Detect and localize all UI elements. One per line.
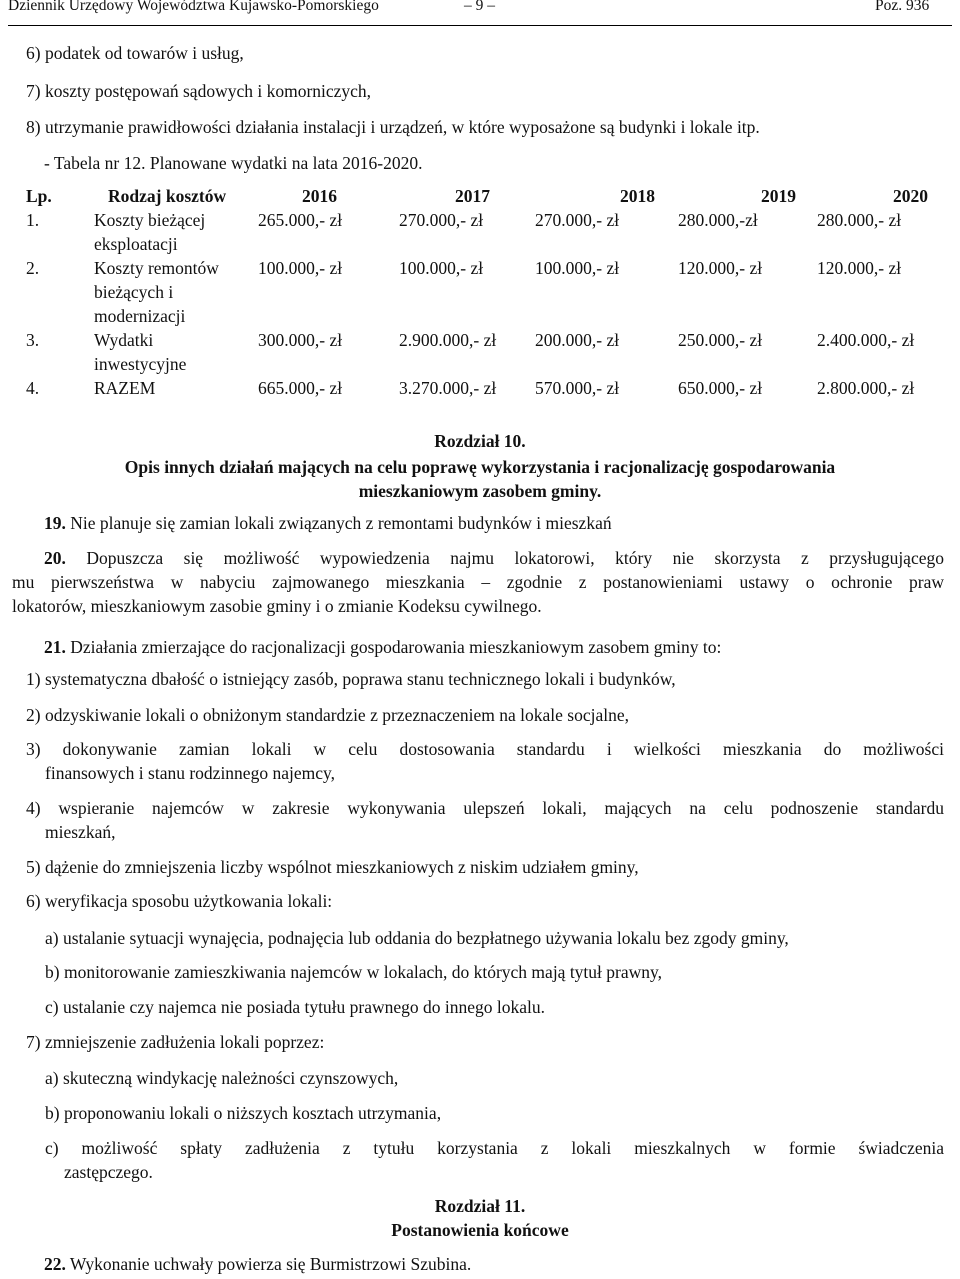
value-cell: 100.000,- zł xyxy=(258,258,343,278)
sub-list-item: b) proponowaniu lokali o niższych kosztach utrzymania, xyxy=(45,1103,442,1123)
chapter-title: Rozdział 10. xyxy=(434,431,526,451)
chapter-subtitle: Opis innych działań mających na celu poprawę wykorzystania i racjonalizację gospodarowania xyxy=(124,457,836,477)
header-cell: 2016 xyxy=(302,186,337,206)
lp-cell: 1. xyxy=(26,210,40,230)
value-cell: 100.000,- zł xyxy=(399,258,484,278)
paragraph-text: Nie planuje się zamian lokali związanych z remontami budynków i mieszkań xyxy=(65,513,612,533)
list-item: 2) odzyskiwanie lokali o obniżonym standardzie z przeznaczeniem na lokale socjalne, xyxy=(26,705,630,725)
sub-list-item: c) ustalanie czy najemca nie posiada tytułu prawnego do innego lokalu. xyxy=(45,997,546,1017)
value-cell: 2.400.000,- zł xyxy=(817,330,915,350)
sub-list-item: a) skuteczną windykację należności czynszowych, xyxy=(45,1068,399,1088)
value-cell: 3.270.000,- zł xyxy=(399,378,497,398)
header-cell: Rodzaj kosztów xyxy=(108,186,227,206)
lp-cell: 2. xyxy=(26,258,40,278)
value-cell: 650.000,- zł xyxy=(678,378,763,398)
paragraph-text: Wykonanie uchwały powierza się Burmistrzowi Szubina. xyxy=(65,1254,472,1274)
journal-title: Dziennik Urzędowy Województwa Kujawsko-Pomorskiego xyxy=(8,0,379,14)
paragraph-number: 21. xyxy=(44,637,66,657)
sub-list-item: b) monitorowanie zamieszkiwania najemców w lokalach, do których mają tytuł prawny, xyxy=(45,962,663,982)
list-item: 1) systematyczna dbałość o istniejący zasób, poprawa stanu technicznego lokali i budynków, xyxy=(26,669,676,689)
paragraph-20-line xyxy=(44,546,944,570)
header-cell: 2017 xyxy=(455,186,490,206)
list-item-continuation: finansowych i stanu rodzinnego najemcy, xyxy=(45,763,335,783)
paragraph-20-line: lokatorów, mieszkaniowym zasobie gminy i o zmianie Kodeksu cywilnego. xyxy=(12,596,542,616)
table-row xyxy=(26,208,946,256)
paragraph-text: Dopuszcza się możliwość wypowiedzenia najmu lokatorowi, który nie skorzysta z przysługującego xyxy=(65,548,944,568)
value-cell: 300.000,- zł xyxy=(258,330,343,350)
page-number: – 9 – xyxy=(464,0,495,14)
table-header-row xyxy=(26,184,946,208)
value-cell: 2.900.000,- zł xyxy=(399,330,497,350)
cost-type-cell: Koszty bieżącej eksploatacji xyxy=(94,210,206,254)
paragraph-22 xyxy=(44,1252,471,1276)
paragraph-number: 20. xyxy=(44,548,66,568)
value-cell: 665.000,- zł xyxy=(258,378,343,398)
paragraph-20-line: mu pierwszeństwa w nabyciu zajmowanego mieszkania – zgodnie z postanowieniami ustawy o ochronie praw xyxy=(12,572,944,592)
sub-list-item-continuation: zastępczego. xyxy=(64,1162,153,1182)
table-caption: - Tabela nr 12. Planowane wydatki na lata 2016-2020. xyxy=(44,153,423,173)
header-rule xyxy=(8,25,952,26)
value-cell: 200.000,- zł xyxy=(535,330,620,350)
position-number: Poz. 936 xyxy=(875,0,930,14)
value-cell: 265.000,- zł xyxy=(258,210,343,230)
paragraph-19 xyxy=(44,511,612,535)
header-cell: 2018 xyxy=(620,186,655,206)
list-item: 5) dążenie do zmniejszenia liczby wspólnot mieszkaniowych z niskim udziałem gminy, xyxy=(26,857,639,877)
paragraph-number: 22. xyxy=(44,1254,66,1274)
paragraph-text: Działania zmierzające do racjonalizacji gospodarowania mieszkaniowym zasobem gminy to: xyxy=(65,637,722,657)
value-cell: 2.800.000,- zł xyxy=(817,378,915,398)
value-cell: 270.000,- zł xyxy=(399,210,484,230)
paragraph-21 xyxy=(44,635,721,659)
value-cell: 250.000,- zł xyxy=(678,330,763,350)
cost-type-cell: RAZEM xyxy=(94,378,156,398)
value-cell: 280.000,- zł xyxy=(817,210,902,230)
sub-list-item: c) możliwość spłaty zadłużenia z tytułu korzystania z lokali mieszkalnych w formie świadczenia xyxy=(45,1138,944,1158)
table-row xyxy=(26,256,946,328)
lp-cell: 3. xyxy=(26,330,40,350)
value-cell: 270.000,- zł xyxy=(535,210,620,230)
header-cell: Lp. xyxy=(26,186,52,206)
table-row xyxy=(26,376,946,424)
value-cell: 100.000,- zł xyxy=(535,258,620,278)
header-cell: 2020 xyxy=(893,186,928,206)
chapter-subtitle: Postanowienia końcowe xyxy=(391,1220,569,1240)
table-row xyxy=(26,328,946,376)
sub-list-item: a) ustalanie sytuacji wynajęcia, podnajęcia lub oddania do bezpłatnego używania lokalu bez zgody gminy, xyxy=(45,928,789,948)
chapter-title: Rozdział 11. xyxy=(434,1196,526,1216)
list-item: 7) koszty postępowań sądowych i komorniczych, xyxy=(26,81,372,101)
list-item: 6) weryfikacja sposobu użytkowania lokali: xyxy=(26,891,333,911)
list-item-continuation: mieszkań, xyxy=(45,822,116,842)
list-item: 3) dokonywanie zamian lokali w celu dostosowania standardu i wielkości mieszkania do możliwości xyxy=(26,739,944,759)
value-cell: 120.000,- zł xyxy=(678,258,763,278)
cost-type-cell: Wydatki inwestycyjne xyxy=(94,330,187,374)
list-item: 7) zmniejszenie zadłużenia lokali poprzez: xyxy=(26,1032,325,1052)
value-cell: 570.000,- zł xyxy=(535,378,620,398)
value-cell: 280.000,-zł xyxy=(678,210,758,230)
paragraph-number: 19. xyxy=(44,513,66,533)
cost-type-cell: Koszty remontów bieżących i modernizacji xyxy=(94,258,219,326)
list-item: 6) podatek od towarów i usług, xyxy=(26,43,244,63)
list-item: 4) wspieranie najemców w zakresie wykonywania ulepszeń lokali, mających na celu podnoszenie standardu xyxy=(26,798,944,818)
header-cell: 2019 xyxy=(761,186,796,206)
value-cell: 120.000,- zł xyxy=(817,258,902,278)
expenses-table xyxy=(26,184,946,424)
lp-cell: 4. xyxy=(26,378,40,398)
list-item: 8) utrzymanie prawidłowości działania instalacji i urządzeń, w które wyposażone są budynki i lokale itp. xyxy=(26,117,760,137)
chapter-subtitle: mieszkaniowym zasobem gminy. xyxy=(358,481,602,501)
